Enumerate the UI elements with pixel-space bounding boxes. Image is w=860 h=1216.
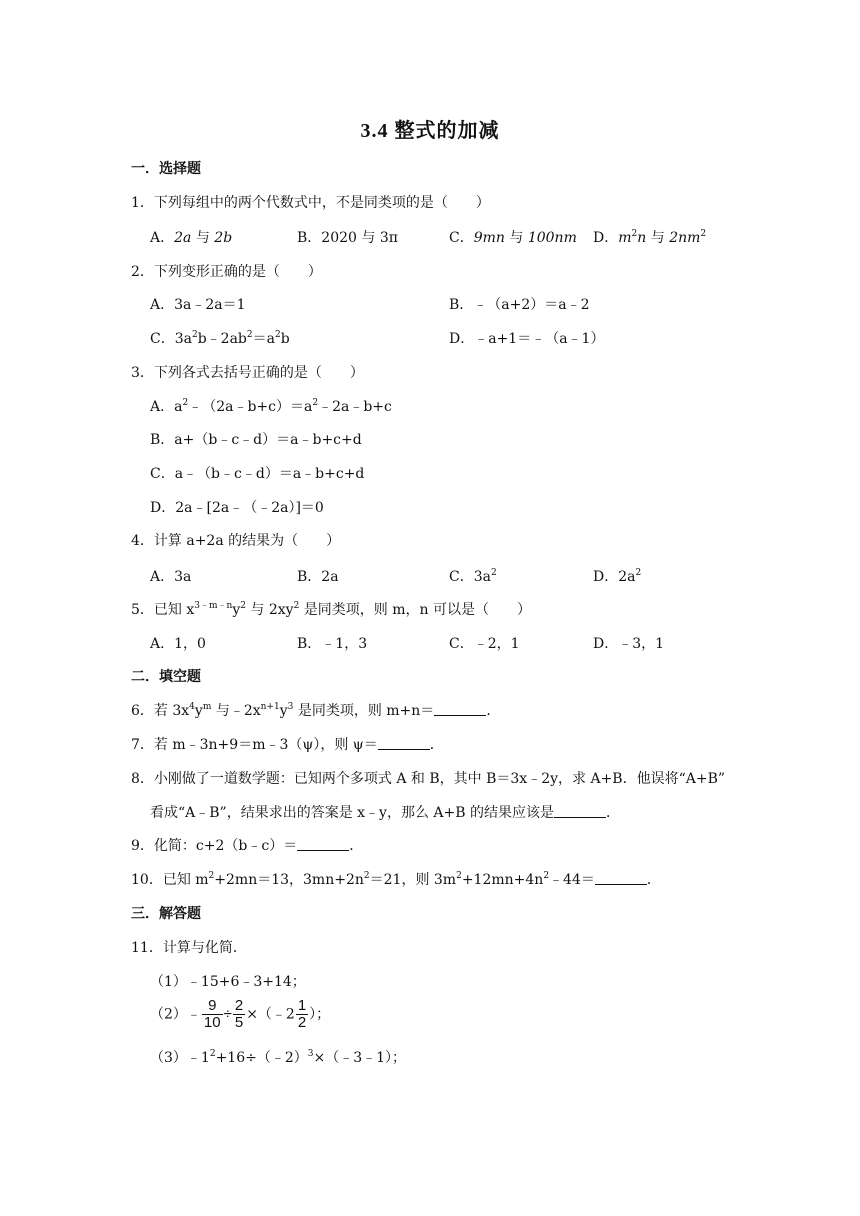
question-4-stem: 4．计算 a+2a 的结果为（ ） <box>131 533 341 549</box>
fraction: $\frac{9}{10}$ <box>203 997 221 1031</box>
question-1-option-d: D．$m^2n$ 与 $2nm^2$ <box>593 229 707 246</box>
question-10: 10．已知 $m^2+2mn=13$，$3mn+2n^2=21$，则 $3m^2+12mn+4n^2﹣44=$ ． <box>131 871 661 888</box>
question-2-option-c: C．$3a^2b﹣2ab^2=a^2b$ <box>150 330 290 347</box>
section-heading-solve: 三．解答题 <box>131 906 201 922</box>
question-3-option-d: D．2a﹣[2a﹣（﹣2a）]＝0 <box>150 500 324 516</box>
question-5-option-d: D．﹣3，1 <box>593 636 665 652</box>
question-5-option-b: B．﹣1，3 <box>297 636 368 652</box>
question-8-line-1: 8．小刚做了一道数学题：已知两个多项式 A 和 B，其中 B＝3x﹣2y，求 A+B．他误将“A+B” <box>131 771 726 787</box>
question-1-option-b: B．2020 与 3π <box>297 230 398 246</box>
question-7: 7．若 m﹣3n+9＝m﹣3（ψ），则 ψ＝ ． <box>131 737 444 753</box>
fraction: $\frac{1}{2}$ <box>297 997 307 1031</box>
question-1-stem: 1．下列每组中的两个代数式中，不是同类项的是（ ） <box>131 195 490 211</box>
question-11-part-2: （2）﹣ $\frac{9}{10}$ ÷ $\frac{2}{5}$ ×（﹣2 $\frac{1}{2}$ ）； <box>150 997 331 1031</box>
answer-blank <box>595 872 647 885</box>
question-4-option-c: C．$3a^2$ <box>449 568 497 585</box>
question-2-option-b: B．﹣（a+2）＝a﹣2 <box>449 297 590 313</box>
question-2-stem: 2．下列变形正确的是（ ） <box>131 264 322 280</box>
question-11-part-1: （1）﹣15+6﹣3+14； <box>150 974 306 990</box>
answer-blank <box>297 838 349 851</box>
fraction: $\frac{2}{5}$ <box>234 997 244 1031</box>
section-heading-fill-blank: 二．填空题 <box>131 669 201 685</box>
section-heading-choice: 一．选择题 <box>131 161 201 177</box>
question-8-line-2: 看成“A﹣B”，结果求出的答案是 x﹣y，那么 A+B 的结果应该是 ． <box>150 805 620 821</box>
answer-blank <box>378 737 430 750</box>
question-1-option-c: C．9mn 与 100nm <box>449 230 577 246</box>
question-1-option-a: A．2a 与 2b <box>150 230 233 246</box>
question-6: 6．若 $3x^4y^m$ 与$﹣2x^{n+1}y^3$ 是同类项，则 m+n＝ ． <box>131 702 501 719</box>
question-3-option-a: A．$a^2﹣(2a﹣b+c)=a^2﹣2a﹣b+c$ <box>150 398 392 415</box>
question-3-stem: 3．下列各式去括号正确的是（ ） <box>131 365 364 381</box>
question-5-option-a: A．1，0 <box>150 636 206 652</box>
question-11-stem: 11．计算与化简． <box>131 940 247 956</box>
answer-blank <box>554 805 606 818</box>
question-2-option-d: D．﹣a+1＝﹣（a﹣1） <box>449 331 605 347</box>
question-3-option-b: B．a+（b﹣c﹣d）＝a﹣b+c+d <box>150 432 362 448</box>
question-2-option-a: A．3a﹣2a＝1 <box>150 297 246 313</box>
question-3-option-c: C．a﹣（b﹣c﹣d）＝a﹣b+c+d <box>150 466 365 482</box>
page-title: 3.4 整式的加减 <box>360 120 500 142</box>
question-4-option-d: D．$2a^2$ <box>593 568 642 585</box>
question-4-option-a: A．3a <box>150 569 192 585</box>
question-5-stem: 5．已知 $x^{3﹣m﹣n}y^2$ 与 $2xy^2$ 是同类项，则 m，n 可以是（ ） <box>131 601 531 618</box>
answer-blank <box>434 703 486 716</box>
question-11-part-3: $(3)﹣1^2+16\div(﹣2)^3\times(﹣3﹣1)$； <box>150 1049 407 1066</box>
question-5-option-c: C．﹣2，1 <box>449 636 520 652</box>
question-4-option-b: B．2a <box>297 569 339 585</box>
question-9: 9．化简：c+2（b﹣c）＝ ． <box>131 838 364 854</box>
